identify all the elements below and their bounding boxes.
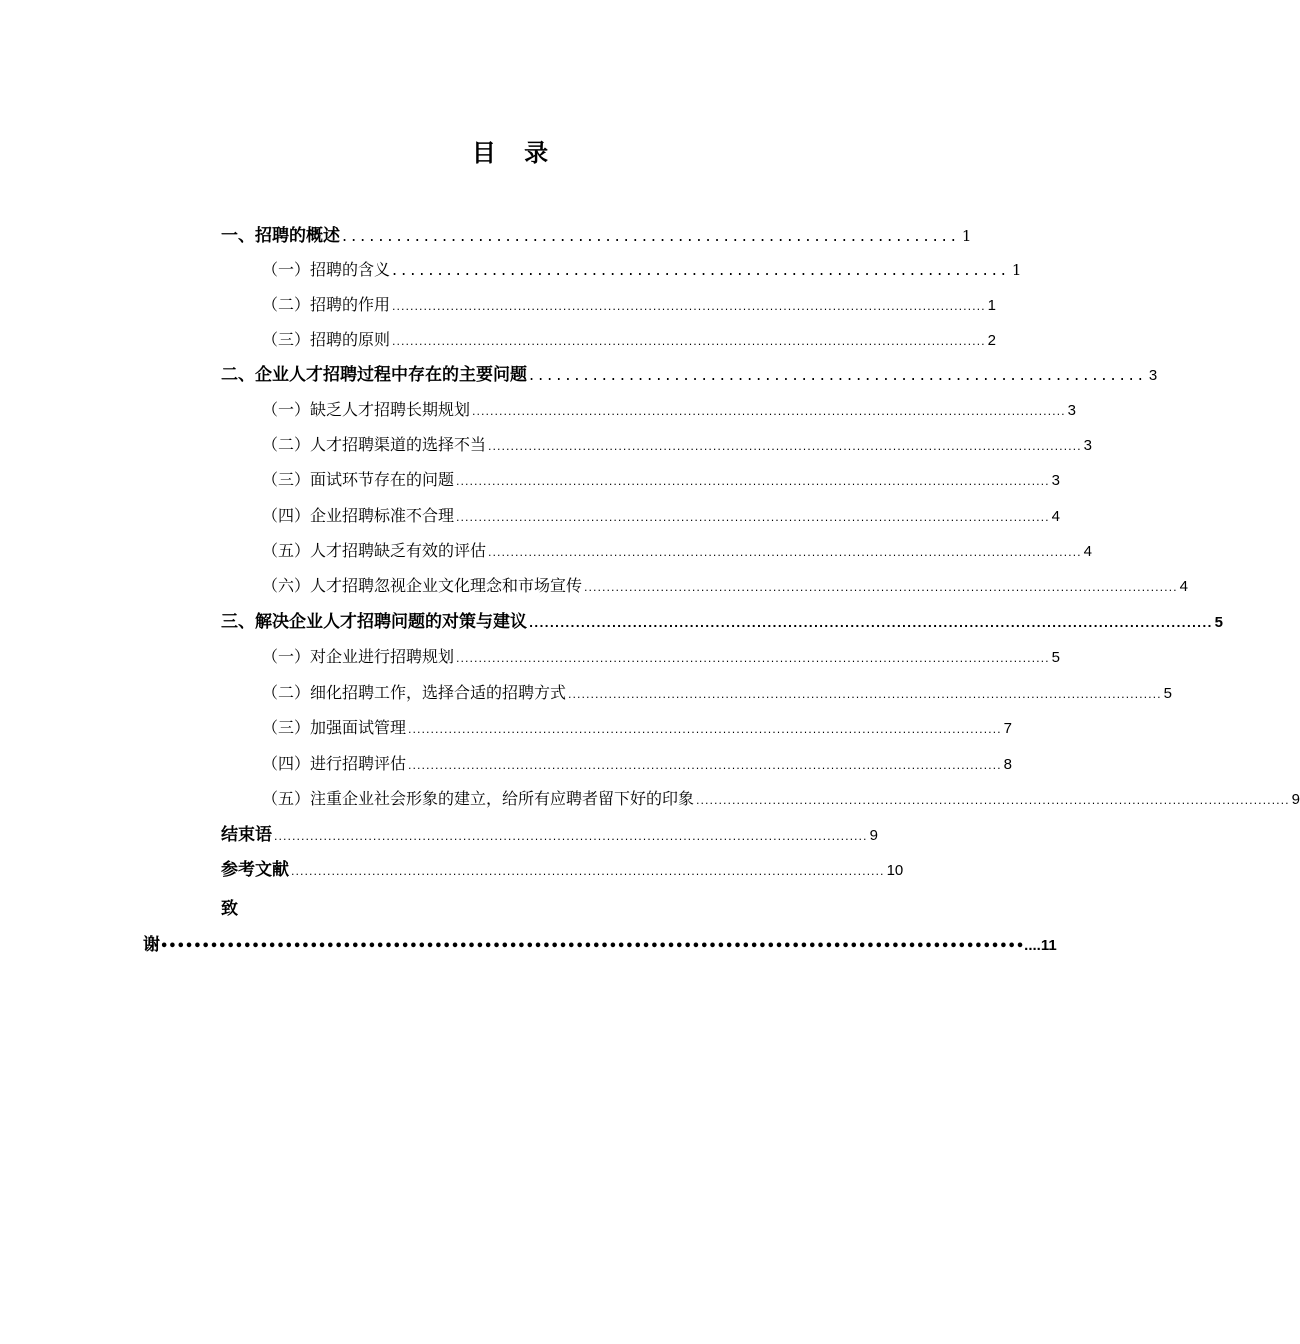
toc-leader-dots: .................................................................................................................................... <box>529 617 1213 630</box>
toc-entry[interactable] <box>262 751 1012 777</box>
toc-leader-dots: .................................................................................................................................... <box>456 475 1050 488</box>
toc-page-number: 10 <box>886 862 904 879</box>
toc-entry[interactable] <box>262 503 1060 529</box>
toc-leader-dots: .................................................................................................................................... <box>408 723 1002 736</box>
toc-entry-text: 一、招聘的概述 <box>221 226 340 246</box>
toc-entry-text: （六）人才招聘忽视企业文化理念和市场宣传 <box>262 576 583 595</box>
toc-leader-dots: .................................................................................................................................... <box>488 546 1082 559</box>
toc-leader-dots: .................................................................................................................................... <box>488 440 1082 453</box>
toc-entry[interactable] <box>262 644 1060 670</box>
toc-entry-text: （二）细化招聘工作，选择合适的招聘方式 <box>262 683 567 702</box>
toc-leader-dots: .................................................................................................................................... <box>408 759 1002 772</box>
toc-entry[interactable] <box>262 397 1076 423</box>
toc-entry-text: （五）注重企业社会形象的建立，给所有应聘者留下好的印象 <box>262 789 695 808</box>
toc-entry-text: 二、企业人才招聘过程中存在的主要问题 <box>221 365 527 385</box>
toc-entry[interactable] <box>221 223 972 249</box>
acknowledgement-entry[interactable] <box>143 930 1057 955</box>
toc-entry[interactable] <box>221 857 904 883</box>
toc-entry[interactable] <box>221 822 878 848</box>
toc-page-number: 4 <box>1051 508 1060 525</box>
toc-entry[interactable] <box>262 786 1300 812</box>
toc-entry-text: （一）招聘的含义 <box>262 260 391 279</box>
toc-entry-text: （一）对企业进行招聘规划 <box>262 647 455 666</box>
toc-page-number: 3 <box>1148 367 1158 384</box>
toc-entry-text: （三）加强面试管理 <box>262 718 407 737</box>
toc-page-number: 5 <box>1051 649 1060 666</box>
toc-page-number: 4 <box>1083 543 1092 560</box>
toc-entry-text: （三）招聘的原则 <box>262 330 391 349</box>
toc-entry[interactable] <box>262 538 1092 564</box>
toc-entry[interactable] <box>262 715 1012 741</box>
acknowledgement-line2: 谢 <box>143 935 160 955</box>
toc-entry[interactable] <box>221 609 1223 635</box>
toc-leader-dots: .................................................................... <box>392 260 1010 279</box>
toc-page-number: 5 <box>1214 614 1223 631</box>
toc-page-number: 1 <box>987 297 996 314</box>
toc-entry-text: （二）人才招聘渠道的选择不当 <box>262 435 487 454</box>
toc-page-number: 7 <box>1003 720 1012 737</box>
toc-entry-text: （二）招聘的作用 <box>262 295 391 314</box>
toc-entry-text: （四）企业招聘标准不合理 <box>262 506 455 525</box>
toc-leader-dots: .................................................................................................................................... <box>472 405 1066 418</box>
toc-page-number: 3 <box>1067 402 1076 419</box>
toc-leader-dots: .................................................................................................................................... <box>392 300 986 313</box>
toc-entry-text: 三、解决企业人才招聘问题的对策与建议 <box>221 612 527 632</box>
toc-leader-dots: .................................................................... <box>529 365 1147 384</box>
toc-page-number: ....11 <box>1024 937 1057 954</box>
toc-leader-dots: .................................................................... <box>342 226 960 245</box>
toc-leader-dots: .................................................................................................................................... <box>392 335 986 348</box>
toc-entry-text: （四）进行招聘评估 <box>262 754 407 773</box>
toc-entry[interactable] <box>262 257 1022 283</box>
toc-entry[interactable] <box>262 292 996 318</box>
toc-page-number: 9 <box>869 827 878 844</box>
toc-leader-dots: .................................................................................................................................... <box>568 688 1162 701</box>
toc-entry-text: （一）缺乏人才招聘长期规划 <box>262 400 471 419</box>
toc-leader-dots: .................................................................................................................................... <box>456 511 1050 524</box>
toc-entry-text: 参考文献 <box>221 860 289 880</box>
toc-entry[interactable] <box>262 573 1188 599</box>
toc-page-number: 4 <box>1179 578 1188 595</box>
toc-entry[interactable] <box>262 327 996 353</box>
toc-entry-text: 结束语 <box>221 825 272 845</box>
toc-leader-dots: •••••••••••••••••••••••••••••••••••••••••••••••••••••••••••••••••••••••••••••••••••••••••••••••••••••••• <box>160 939 1025 954</box>
toc-leader-dots: .................................................................................................................................... <box>274 830 868 843</box>
toc-page-number: 9 <box>1291 791 1300 808</box>
toc-entry-text: （三）面试环节存在的问题 <box>262 470 455 489</box>
toc-leader-dots: .................................................................................................................................... <box>291 865 885 878</box>
toc-page-number: 3 <box>1051 472 1060 489</box>
toc-entry[interactable] <box>262 680 1172 706</box>
toc-page-number: 2 <box>987 332 996 349</box>
toc-entry[interactable] <box>221 362 1158 388</box>
page-title: 目 录 <box>471 139 559 167</box>
toc-page-number: 8 <box>1003 756 1012 773</box>
toc-page-number: 3 <box>1083 437 1092 454</box>
acknowledgement-line1[interactable]: 致 <box>221 899 238 919</box>
toc-page-number: 1 <box>1011 261 1022 279</box>
toc-leader-dots: .................................................................................................................................... <box>584 581 1178 594</box>
toc-leader-dots: .................................................................................................................................... <box>456 652 1050 665</box>
toc-entry[interactable] <box>262 467 1060 493</box>
toc-page-number: 1 <box>961 227 972 245</box>
toc-entry[interactable] <box>262 432 1092 458</box>
toc-leader-dots: .................................................................................................................................... <box>696 794 1290 807</box>
toc-entry-text: （五）人才招聘缺乏有效的评估 <box>262 541 487 560</box>
toc-page-number: 5 <box>1163 685 1172 702</box>
